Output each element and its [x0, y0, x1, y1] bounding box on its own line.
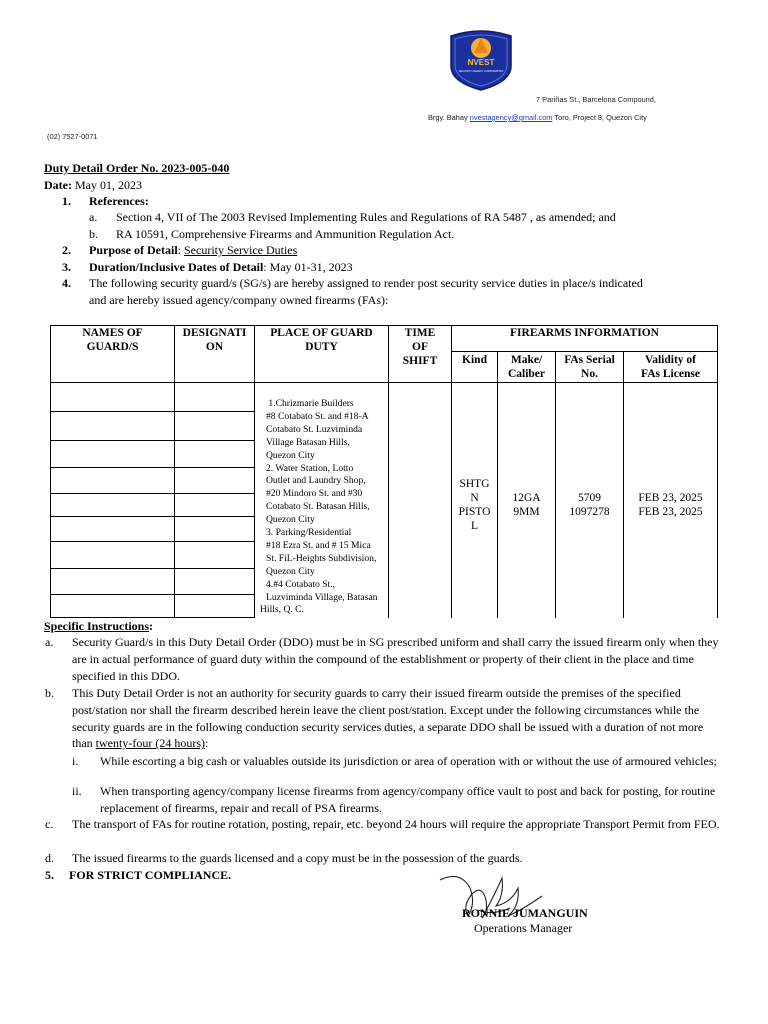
address-line-2: Brgy. Bahay nvestagency@gmail.com Toro, Project 8, Quezon City [428, 113, 647, 122]
reference-a-marker: a. [89, 210, 98, 224]
instruction-a-marker: a. [45, 635, 54, 649]
header-kind: Kind [462, 354, 487, 366]
agency-logo-icon [445, 28, 517, 92]
item-number-3: 3. [62, 260, 71, 274]
header-designation: DESIGNATI ON [182, 327, 247, 353]
item-number-5: 5. [45, 868, 54, 882]
instructions-heading: Specific Instructions: [44, 619, 153, 633]
header-place-of-duty: PLACE OF GUARD DUTY [270, 327, 373, 353]
header-serial-number: FAs Serial No. [564, 354, 615, 380]
instruction-c: The transport of FAs for routine rotation, posting, repair, etc. beyond 24 hours will require the appropriate Transport Permit from FEO. [72, 817, 720, 831]
instruction-c-marker: c. [45, 817, 54, 831]
address-line-1: 7 Pariñas St., Barcelona Compound, [536, 95, 656, 104]
header-time-of-shift: TIME OF SHIFT [402, 327, 438, 367]
signatory-title: Operations Manager [474, 921, 573, 935]
references-label: References: [89, 194, 149, 208]
instruction-i: While escorting a big cash or valuables outside its jurisdiction or area of operation with or without the use of armoured vehicles; [100, 754, 717, 768]
place-of-duty-list: 1.Chrizmarie Builders #8 Cotabato St. and #18-A Cotabato St. Luzviminda Village Batasan Hills, Quezon City 2. Water Station, Lotto Outlet and Laundry Shop, #20 Mindoro St. and #30 Cotabato St. Batasan Hills, Quezon City 3. Parking/Residential #18 Ezra St. and # 15 Mica St. FiL-Heights Subdivision, Quezon City 4.#4 Cotabato St., Luzviminda Village, Batasan [266, 398, 378, 603]
item-number-1: 1. [62, 194, 71, 208]
instruction-b-marker: b. [45, 686, 54, 700]
reference-a: Section 4, VII of The 2003 Revised Implementing Rules and Regulations of RA 5487 , as amended; and [116, 210, 616, 224]
instruction-b: This Duty Detail Order is not an authority for security guards to carry their issued firearm outside the premises of the specified post/station nor shall the firearm described herein leave the client post/station. Except under the following circumstances while the security guards are in the following conduction security services duties, a separate DDO shall be issued with a duration of not more than twenty-four (24 hours): [72, 686, 704, 751]
phone-number: (02) 7527-0071 [47, 132, 98, 141]
firearm-serial: 5709 1097278 [569, 492, 610, 518]
firearm-kind: SHTG N PISTO L [458, 478, 491, 532]
header-make-caliber: Make/ Caliber [507, 354, 546, 380]
signatory-name: RONNIE JUMANGUIN [462, 906, 588, 920]
instruction-d: The issued firearms to the guards licensed and a copy must be in the possession of the guards. [72, 851, 523, 865]
strict-compliance: FOR STRICT COMPLIANCE. [69, 868, 232, 882]
item-number-2: 2. [62, 243, 71, 257]
firearm-license-validity: FEB 23, 2025 FEB 23, 2025 [638, 492, 703, 518]
instruction-ii-marker: ii. [72, 784, 82, 798]
instruction-d-marker: d. [45, 851, 54, 865]
reference-b: RA 10591, Comprehensive Firearms and Ammunition Regulation Act. [116, 227, 455, 241]
assignment-line-1: The following security guard/s (SG/s) are hereby assigned to render post security service duties in place/s indicated [89, 276, 643, 290]
item-number-4: 4. [62, 276, 71, 290]
header-names-of-guards: NAMES OF GUARD/S [82, 327, 143, 353]
order-date: Date: May 01, 2023 [44, 178, 142, 192]
reference-b-marker: b. [89, 227, 98, 241]
assignment-line-2: and are hereby issued agency/company owned firearms (FAs): [89, 293, 389, 307]
header-firearms-information: FIREARMS INFORMATION [510, 327, 659, 339]
instruction-ii: When transporting agency/company license firearms from agency/company office vault to post and back for posting, for routine replacement of firearms, repair and recall of PSA firearms. [100, 784, 716, 815]
header-license-validity: Validity of FAs License [641, 354, 700, 380]
purpose-of-detail: Purpose of Detail: Security Service Duties [89, 243, 298, 257]
firearm-caliber: 12GA 9MM [512, 492, 541, 518]
svg-text:NVEST: NVEST [467, 58, 495, 67]
instruction-a: Security Guard/s in this Duty Detail Order (DDO) must be in SG prescribed uniform and shall carry the issued firearm only when they are in actual performance of guard duty within the compound of the establishment or property of their client in the place and time specified in this DDO. [72, 635, 719, 683]
guard-assignment-table [50, 325, 718, 618]
place-of-duty-last-line: Hills, Q. C. [260, 604, 304, 615]
svg-text:SECURITY AGENCY CORPORATION: SECURITY AGENCY CORPORATION [458, 70, 504, 73]
duration-of-detail: Duration/Inclusive Dates of Detail: May 01-31, 2023 [89, 260, 353, 274]
instruction-i-marker: i. [72, 754, 79, 768]
email-link[interactable]: nvestagency@gmail.com [469, 113, 553, 122]
order-title: Duty Detail Order No. 2023-005-040 [44, 161, 230, 175]
